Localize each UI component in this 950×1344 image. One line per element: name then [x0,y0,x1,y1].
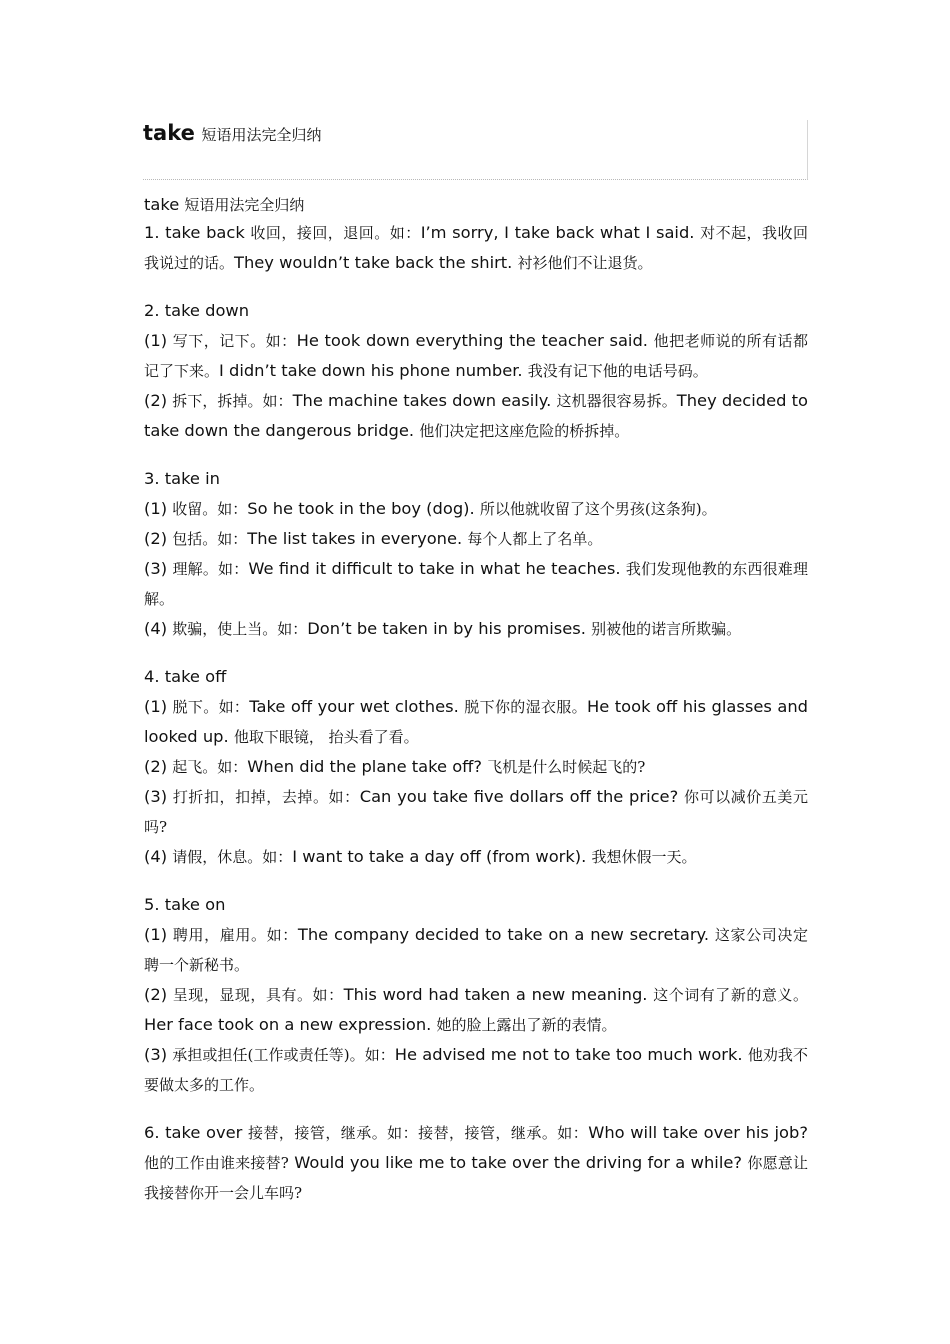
chinese-text: 对不起，我收回我说过的话。 [144,224,808,272]
phrase-section [144,1118,808,1208]
english-text: (1) [144,331,173,350]
phrase-section [144,662,808,872]
subtitle-en: take [144,195,180,214]
article-body [144,192,808,1208]
english-text: I didn’t take down his phone number. [219,361,528,380]
english-text: 2. take down [144,301,250,320]
english-text: He took down everything the teacher said. [296,331,654,350]
phrase-paragraph [144,218,808,278]
english-text: (2) [144,391,173,410]
phrase-paragraph [144,752,808,782]
phrase-paragraph [144,614,808,644]
chinese-text: 聘用，雇用。如： [172,926,298,944]
phrase-paragraph [144,494,808,524]
english-text: The company decided to take on a new secretary. [297,925,715,944]
chinese-text: 欺骗，使上当。如： [172,620,308,638]
phrase-paragraph [144,1040,808,1100]
phrase-paragraph [144,1118,808,1208]
english-text: They wouldn’t take back the shirt. [234,253,518,272]
english-text: (3) [144,787,173,806]
english-text: 1. take back [144,223,251,242]
chinese-text: 收回，接回，退回。如： [250,224,421,242]
chinese-text: 我们发现他教的东西很难理解。 [144,560,808,608]
subtitle-zh: 短语用法完全归纳 [184,196,305,214]
chinese-text: 包括。如： [172,530,248,548]
english-text: (4) [144,619,173,638]
chinese-text: 我想休假一天。 [591,848,697,866]
english-text: (1) [144,697,173,716]
chinese-text: 拆下，拆掉。如： [172,392,293,410]
chinese-text: 脱下你的湿衣服。 [464,698,587,716]
chinese-text: 写下，记下。如： [172,332,297,350]
phrase-paragraph [144,842,808,872]
phrase-sections [144,218,808,1208]
english-text: (1) [144,925,173,944]
chinese-text: 理解。如： [172,560,249,578]
chinese-text: 他取下眼镜， 抬头看了看。 [233,728,419,746]
phrase-section [144,296,808,446]
english-text: 6. take over [144,1123,248,1142]
english-text: Don’t be taken in by his promises. [307,619,592,638]
chinese-text: 你愿意让我接替你开一会儿车吗? [144,1154,808,1202]
chinese-text: 他劝我不要做太多的工作。 [144,1046,808,1094]
chinese-text: 接替，接管，继承。如：接替，接管，继承。如： [248,1124,589,1142]
chinese-text: 别被他的诺言所欺骗。 [591,620,742,638]
chinese-text: 打折扣，扣掉，去掉。如： [172,788,360,806]
title-en: take [143,121,195,145]
phrase-section [144,218,808,278]
phrase-paragraph [144,782,808,842]
chinese-text: 这机器很容易拆。 [556,392,677,410]
chinese-text: 飞机是什么时候起飞的? [487,758,646,776]
english-text: 4. take off [144,667,227,686]
english-text: (4) [144,847,173,866]
subtitle [144,192,808,218]
title-zh: 短语用法完全归纳 [201,126,322,144]
phrase-paragraph [144,524,808,554]
phrase-paragraph [144,692,808,752]
english-text: (3) [144,1045,173,1064]
english-text: Her face took on a new expression. [144,1015,437,1034]
phrase-paragraph [144,554,808,614]
chinese-text: 她的脸上露出了新的表情。 [436,1016,617,1034]
phrase-paragraph [144,920,808,980]
chinese-text: 我没有记下他的电话号码。 [527,362,708,380]
chinese-text: 你可以减价五美元吗? [144,788,808,836]
english-text: Who will take over his job? [588,1123,808,1142]
english-text: The list takes in everyone. [247,529,468,548]
english-text: Take off your wet clothes. [249,697,465,716]
phrase-heading [144,662,808,692]
chinese-text: 呈现，显现，具有。如： [172,986,344,1004]
english-text: The machine takes down easily. [292,391,557,410]
english-text: 3. take in [144,469,220,488]
chinese-text: 他们决定把这座危险的桥拆掉。 [419,422,630,440]
english-text: This word had taken a new meaning. [343,985,654,1004]
english-text: (2) [144,529,173,548]
phrase-heading [144,296,808,326]
english-text: (2) [144,757,173,776]
phrase-section [144,890,808,1100]
chinese-text: 请假，休息。如： [172,848,293,866]
chinese-text: 所以他就收留了这个男孩(这条狗)。 [479,500,717,518]
english-text: He took off his glasses and looked up. [144,697,808,746]
chinese-text: 他把老师说的所有话都记了下来。 [144,332,808,380]
chinese-text: 收留。如： [172,500,248,518]
english-text: (2) [144,985,173,1004]
english-text: We find it difficult to take in what he teaches. [248,559,626,578]
english-text: Would you like me to take over the driving for a while? [288,1153,748,1172]
english-text: They decided to take down the dangerous bridge. [144,391,808,440]
phrase-paragraph [144,326,808,386]
english-text: 5. take on [144,895,226,914]
chinese-text: 脱下。如： [172,698,250,716]
phrase-paragraph [144,980,808,1040]
english-text: He advised me not to take too much work. [394,1045,748,1064]
chinese-text: 起飞。如： [172,758,248,776]
phrase-heading [144,464,808,494]
chinese-text: 衬衫他们不让退货。 [517,254,653,272]
english-text: When did the plane take off? [247,757,488,776]
phrase-section [144,464,808,644]
english-text: (1) [144,499,173,518]
english-text: I want to take a day off (from work). [292,847,592,866]
chinese-text: 这家公司决定聘一个新秘书。 [144,926,808,974]
title-box [143,120,808,180]
english-text: I’m sorry, I take back what I said. [420,223,701,242]
phrase-paragraph [144,386,808,446]
phrase-heading [144,890,808,920]
chinese-text: 每个人都上了名单。 [467,530,603,548]
english-text: Can you take five dollars off the price? [359,787,684,806]
chinese-text: 他的工作由谁来接替? [144,1154,289,1172]
english-text: So he took in the boy (dog). [247,499,480,518]
chinese-text: 这个词有了新的意义。 [653,986,808,1004]
page-title [143,120,322,148]
chinese-text: 承担或担任(工作或责任等)。如： [172,1046,395,1064]
english-text: (3) [144,559,173,578]
